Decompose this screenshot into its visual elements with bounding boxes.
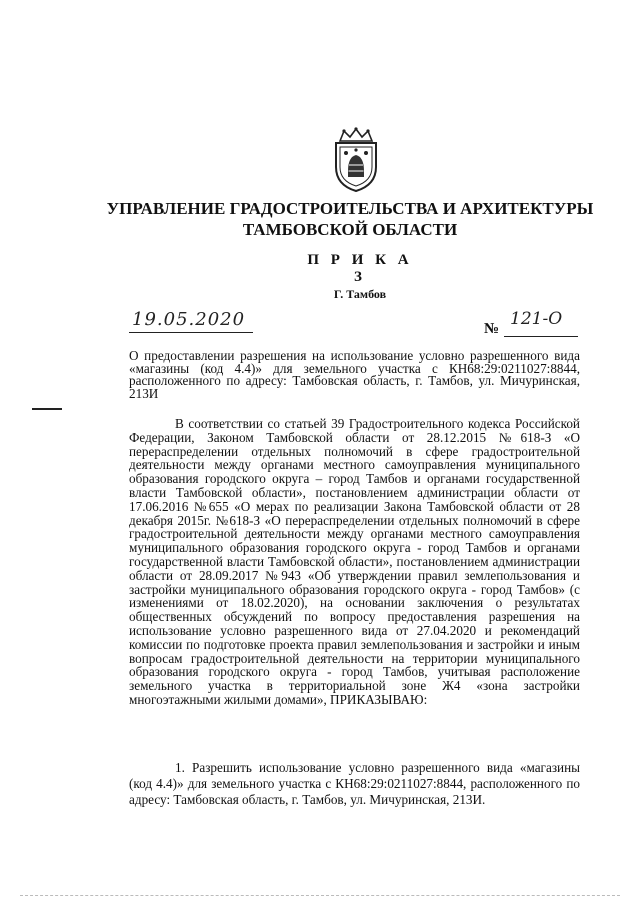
order-item-1: 1. Разрешить использование условно разрешенного вида «магазины (код 4.4)» для земельного участка с КН68:29:0211027:8844, расположенного по адресу: Тамбовская область, г. Тамбов, ул. Мичуринская, 213И.: [129, 760, 580, 807]
handwritten-date: 19.05.2020: [132, 309, 246, 330]
number-underline: [504, 336, 578, 337]
order-subject: О предоставлении разрешения на использование условно разрешенного вида «магазины (код 4.4)» для земельного участка с КН68:29:0211027:8844, расположенного по адресу: Тамбовская область, г. Тамбов, ул. Мичуринская, 213И: [129, 348, 580, 401]
margin-mark: [32, 408, 62, 410]
handwritten-order-number: 121-О: [510, 309, 563, 329]
page-bottom-edge: [20, 895, 620, 896]
date-underline: [129, 332, 253, 333]
document-type-title: П Р И К А З: [307, 252, 413, 285]
organization-name-line2: ТАМБОВСКОЙ ОБЛАСТИ: [242, 220, 458, 239]
city-label: Г. Тамбов: [333, 287, 387, 301]
order-preamble: В соответствии со статьей 39 Градостроительного кодекса Российской Федерации, Законом Тамбовской области от 28.12.2015 №618-З «О перераспределении отдельных полномочий в сфере градостроительной деятельности между органами местного самоуправления муниципального образования городского округа – город Тамбов и органами государственной власти Тамбовской области», постановлением администрации области от 17.06.2016 №655 «О мерах по реализации Закона Тамбовской области от 28 декабря 2015г. №618-З «О перераспределении отдельных полномочий в сфере градостроительной деятельности между органами местного самоуправления муниципального образования городского округа - город Тамбов и органами государственной власти Тамбовской области», постановлением администрации области от 28.09.2017 №943 «Об утверждении правил землепользования и застройки муниципального образования городского округа - город Тамбов» (с изменениями от 18.02.2020), на основании заключения о результатах общественных обсуждений по вопросу предоставления разрешения на использование условно разрешенного вида от 27.04.2020 и рекомендаций комиссии по подготовке проекта правил землепользования и застройки и иным вопросам градостроительной деятельности на территории муниципального образования городского округа - город Тамбов, учитывая расположение земельного участка в территориальной зоне Ж4 «зона застройки многоэтажными жилыми домами», ПРИКАЗЫВАЮ:: [129, 416, 580, 707]
organization-name-line1: УПРАВЛЕНИЕ ГРАДОСТРОИТЕЛЬСТВА И АРХИТЕКТУРЫ: [106, 199, 594, 218]
order-number-label: №: [484, 321, 500, 337]
coat-of-arms-icon: [328, 127, 384, 193]
